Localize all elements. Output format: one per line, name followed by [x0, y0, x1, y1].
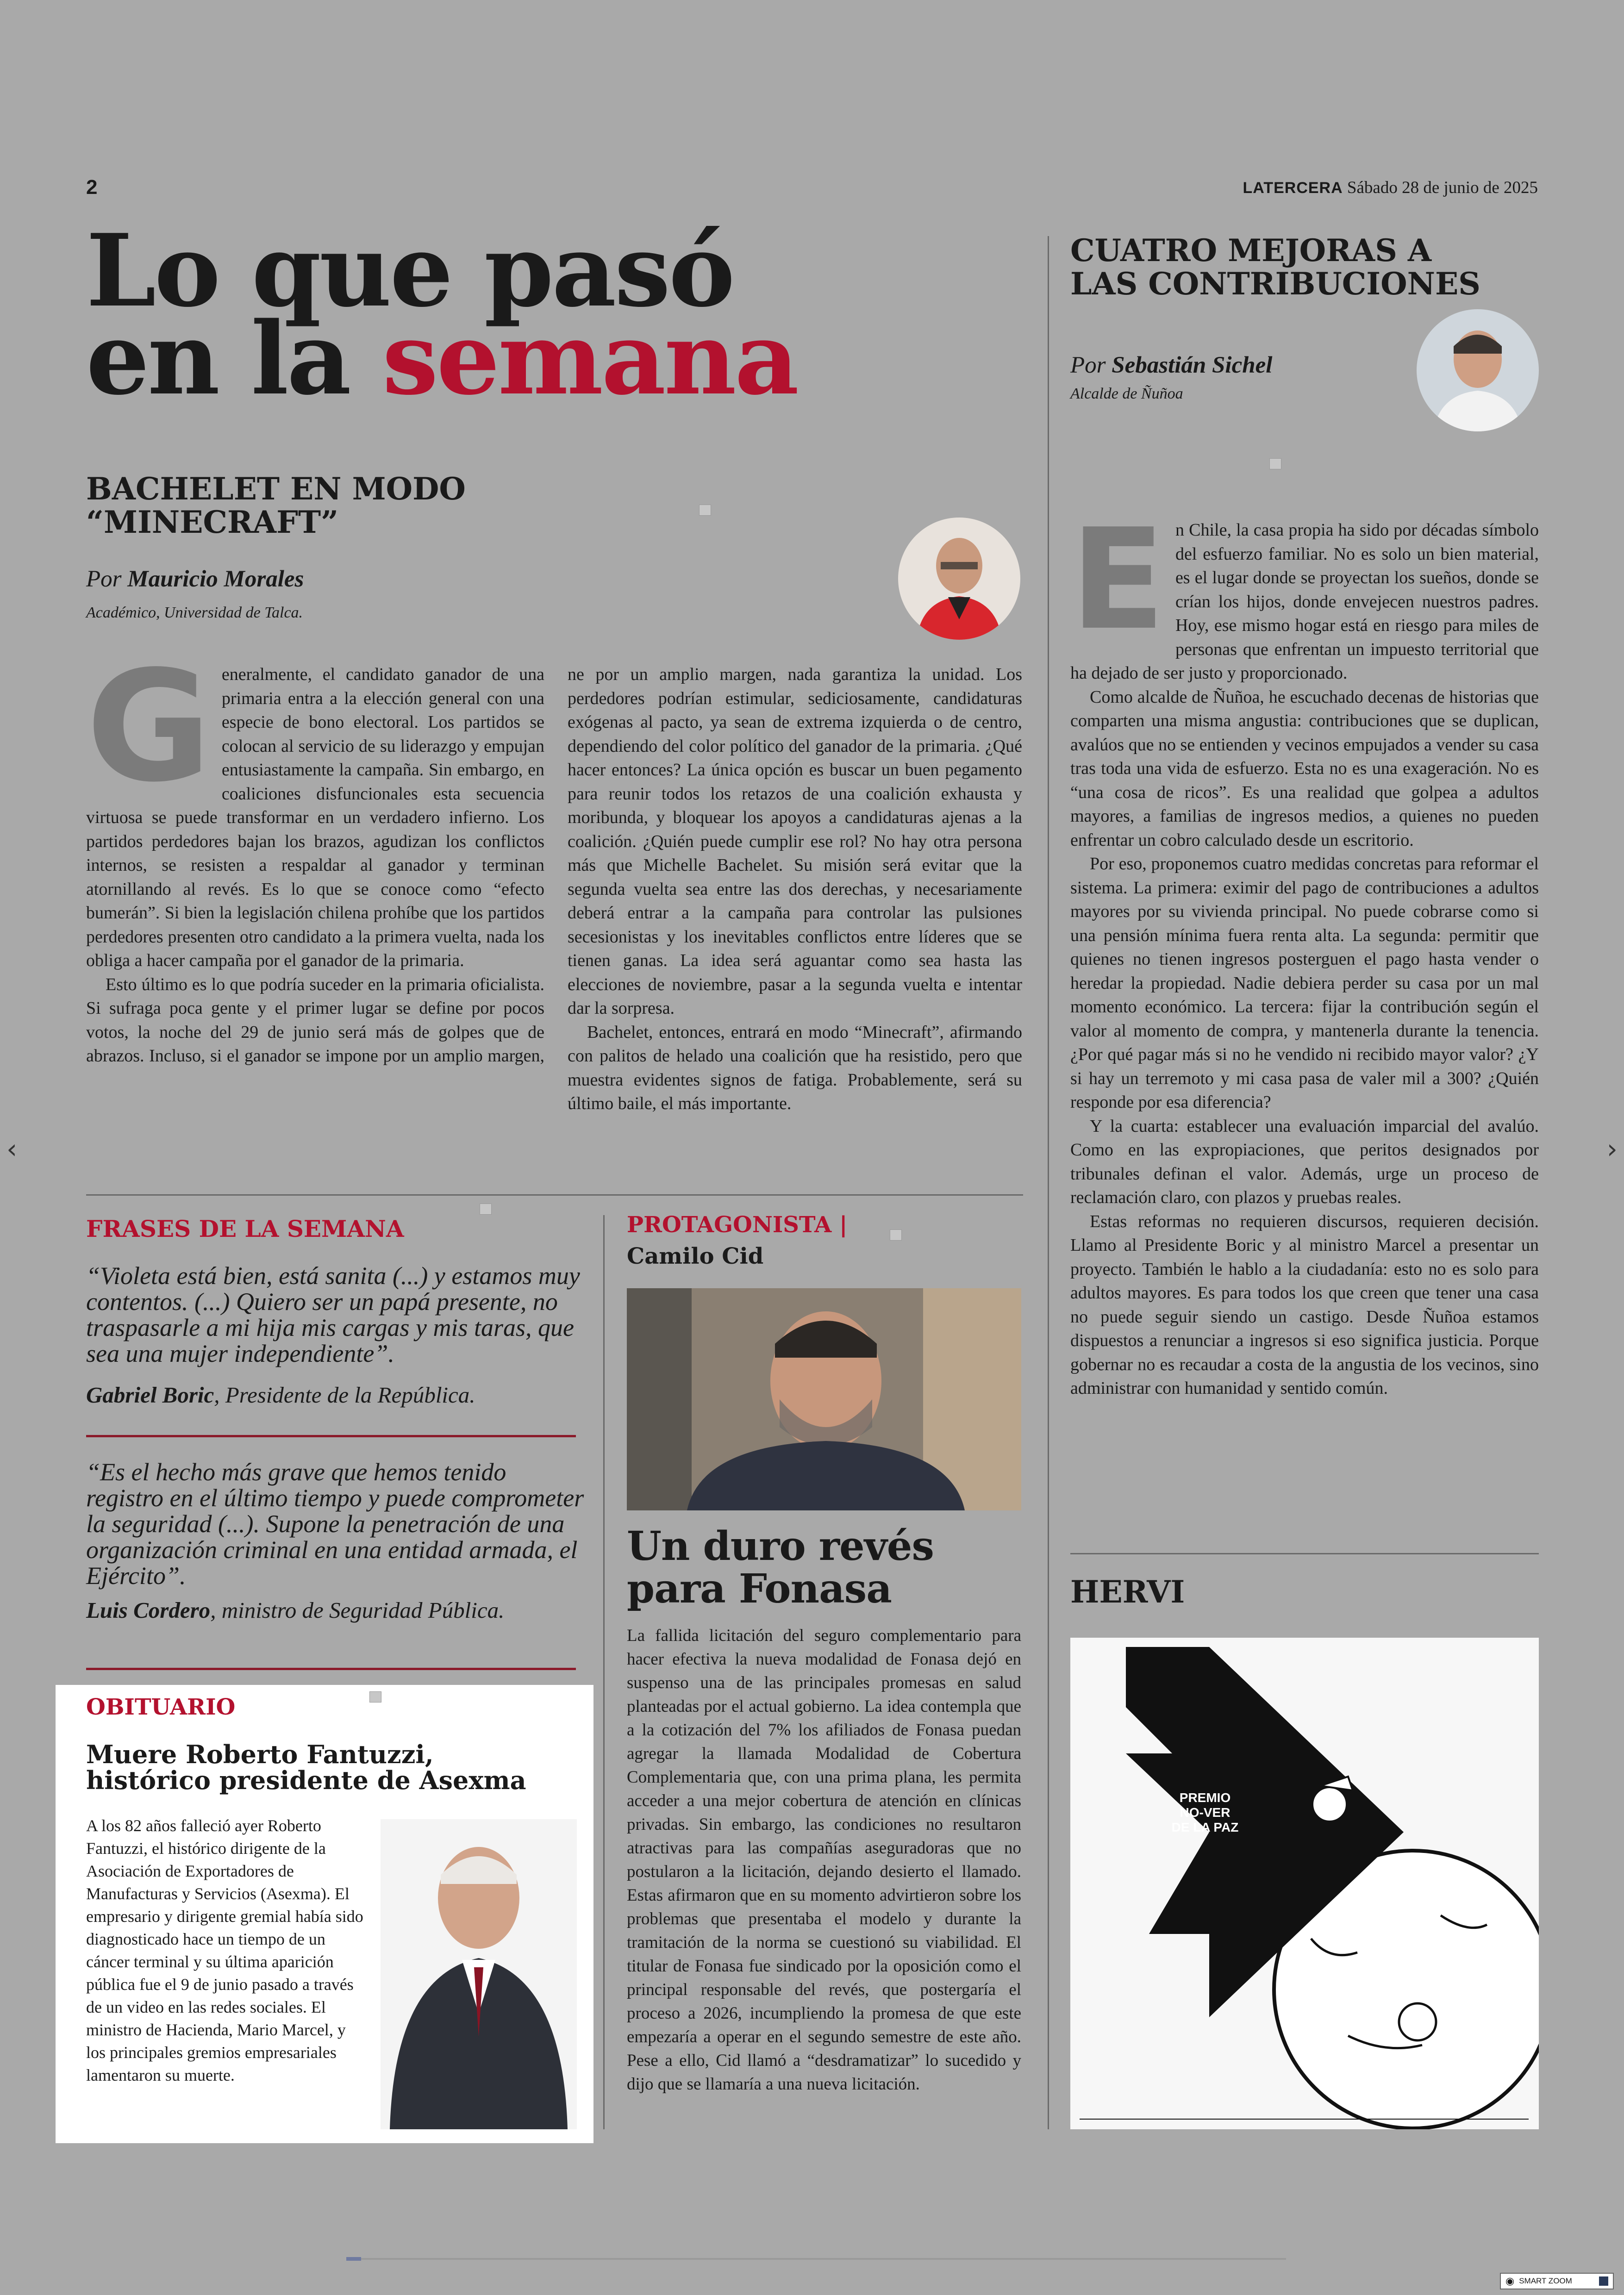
sichel-title: CUATRO MEJORAS A LAS CONTRIBUCIONES — [1070, 232, 1480, 302]
section-divider — [86, 1194, 1023, 1196]
obituary-label: OBITUARIO — [86, 1694, 236, 1720]
clip-icon[interactable] — [480, 1204, 492, 1215]
eye-icon: ◉ — [1505, 2275, 1515, 2287]
clip-icon[interactable] — [369, 1691, 381, 1703]
sichel-paragraph-2: Como alcalde de Ñuñoa, he escuchado decenas de historias que comparten una misma angustia: contribuciones que se duplican, avalúos que no se entienden y vecinos empujados a vender su casa tras toda una vida de esfuerzo. Esta no es una exageración. No es “una cosa de ricos”. Es una realidad que golpea a adultos mayores, a familias de ingresos medios, a quienes no pueden enfrentar un cobro calculado desde un escritorio. — [1070, 687, 1539, 850]
portrait-icon — [898, 518, 1020, 640]
obituary-text: A los 82 años falleció ayer Roberto Fantuzzi, el histórico dirigente de la Asociación de Exportadores de Manufacturas y Servicios (Asexma). El empresario y dirigente gremial había sido diagnosticado hace un tiempo de un cáncer terminal y su última aparición pública fue el 9 de junio pasado a través de un video en las redes sociales. El ministro de Hacienda, Mario Marcel, y los principales gremios empresariales lamentaron su muerte. — [86, 1816, 363, 2084]
cartoon-illustration-icon — [1070, 1638, 1539, 2129]
quote-divider — [86, 1435, 576, 1437]
sichel-byline-prefix: Por — [1070, 352, 1112, 378]
bachelet-byline-prefix: Por — [86, 566, 128, 592]
quote-divider — [86, 1668, 576, 1670]
bachelet-paragraph-1: eneralmente, el candidato ganador de una primaria entra a la elección general con una especie de bono electoral. Los partidos se colocan al servicio de su liderazgo y empujan entusiastamente la campaña. Sin embargo, en coaliciones disfuncionales esta secuencia virtuosa se puede transformar en un verdadero infierno. Los partidos perdedores bajan los brazos, agudizan los conflictos internos, se resisten a respaldar al ganador y terminan atornillando al revés. Es lo que se conoce como “efecto bumerán”. Si bien la legislación chilena prohíbe que los partidos perdedores presenten otro candidato a la primera vuelta, nada los obliga a hacer campaña por el ganador de la primaria. — [86, 665, 544, 970]
quote-2-role: , ministro de Seguridad Pública. — [210, 1597, 505, 1623]
page-scrollbar-thumb[interactable] — [346, 2257, 361, 2261]
obituary-box — [56, 1685, 593, 2143]
sichel-body — [1070, 499, 1539, 1401]
protagonista-photo — [627, 1288, 1021, 1510]
protagonista-body — [627, 1624, 1021, 2096]
bachelet-paragraph-2-cont: ne por un amplio margen, nada garantiza la unidad. Los perdedores podrían estimular, sediciosamente, candidaturas exógenas al pacto, ya sean de extrema izquierda o de centro, dependiendo del color político del ganador de la primaria. ¿Qué hacer entonces? La única opción es buscar un buen pegamento para reunir todos los retazos de una coalición exhausta y moribunda, y bloquear los apoyos a candidaturas ajenas a la coalición. ¿Quién puede cumplir ese rol? No hay otra persona más que Michelle Bachelet. Su misión será evitar que la segunda vuelta sea entre las dos derechas, y necesariamente deberá entrar a la campaña para controlar las pulsiones secesionistas y los inevitables conflictos entre líderes que se tienen ganas. La idea será aguantar como sea hasta las elecciones de noviembre, pasar a la segunda vuelta e intentar dar la sorpresa. — [568, 665, 1022, 1018]
sichel-paragraph-4: Y la cuarta: establecer una evaluación imparcial del avalúo. Como en las expropiaciones, que peritos designados por tribunales definan el valor. Además, urge un proceso de reclamación claro, con plazos y pruebas reales. — [1070, 1116, 1539, 1207]
zoom-badge-icon — [1599, 2276, 1608, 2286]
sichel-paragraph-3: Por eso, proponemos cuatro medidas concretas para reformar el sistema. La primera: eximir del pago de contribuciones a adultos mayores por su vivienda principal. No puede cobrarse como si una pensión mínima fuera renta alta. La segunda: permitir que quienes no tienen ingresos posterguen el pago hasta vender o heredar la propiedad. Nadie debiera perder su casa por un mal momento económico. La tercera: fijar la contribución según el valor al momento de compra, y mantenerla durante la tenencia. ¿Por qué pagar más si no he vendido ni recibido mayor valor? ¿Y si hay un terremoto y mi casa pasa de valer mil a 300? ¿Quién responde por esa diferencia? — [1070, 854, 1539, 1112]
sichel-affiliation: Alcalde de Ñuñoa — [1070, 385, 1183, 402]
portrait-icon — [381, 1819, 577, 2129]
clip-icon[interactable] — [890, 1229, 902, 1241]
frases-label: FRASES DE LA SEMANA — [86, 1215, 404, 1242]
author-photo-sebastian-sichel — [1417, 309, 1539, 431]
smart-zoom-label: SMART ZOOM — [1519, 2276, 1572, 2285]
page-title — [86, 212, 798, 417]
prev-page-button[interactable] — [6, 1133, 17, 1165]
bachelet-title: BACHELET EN MODO “MINECRAFT” — [86, 471, 466, 540]
sichel-paragraph-1: n Chile, la casa propia ha sido por décadas símbolo del esfuerzo familiar. No es solo un bien material, es el lugar donde se proyectan los sueños, donde se crían los hijos, donde envejecen nuestros padres. Hoy, ese mismo hogar está en riesgo para miles de personas que enfrentan un impuesto territorial que ha dejado de ser justo y proporcionado. — [1070, 520, 1539, 683]
obituary-headline: Muere Roberto Fantuzzi, histórico presidente de Asexma — [86, 1740, 526, 1795]
quote-1-author: Gabriel Boric — [86, 1382, 214, 1408]
cartoon-caption: PREMIO NO-VER DE LA PAZ — [1171, 1790, 1239, 1834]
page-scrollbar[interactable] — [346, 2258, 1286, 2260]
page-title-line2 — [86, 300, 798, 417]
quote-2-author: Luis Cordero — [86, 1597, 211, 1623]
page-number: 2 — [86, 176, 98, 199]
sichel-author: Sebastián Sichel — [1112, 352, 1273, 378]
bachelet-column-2 — [568, 663, 1022, 1116]
bachelet-affiliation: Académico, Universidad de Talca. — [86, 604, 303, 621]
obituary-photo — [381, 1819, 577, 2129]
sichel-byline — [1070, 352, 1272, 379]
sichel-paragraph-5: Estas reformas no requieren discursos, requieren decisión. Llamo al Presidente Boric y al ministro Marcel a presentar un proyecto. También le hablo a la ciudadanía: esto no es solo para adultos mayores. Es para todos los que creen que tener una casa no puede seguir siendo un castigo. Desde Ñuñoa estamos dispuestos a renunciar a ingresos si eso significa justicia. Porque gobernar no es recaudar a costa de la angustia de los vecinos, sino administrar con humanidad y sentido común. — [1070, 1211, 1539, 1398]
quote-2-attribution — [86, 1597, 504, 1623]
bachelet-paragraph-3: Bachelet, entonces, entrará en modo “Minecraft”, afirmando con palitos de helado una coalición que ha resistido, pero que muestra evidentes signos de fatiga. Probablemente, será su último baile, el más importante. — [568, 1022, 1022, 1113]
protagonista-headline: Un duro revés para Fonasa — [627, 1523, 934, 1612]
quote-1-attribution — [86, 1382, 475, 1408]
protagonista-name: Camilo Cid — [627, 1243, 764, 1269]
smart-zoom-button[interactable] — [1500, 2273, 1614, 2289]
sichel-dropcap: E — [1070, 499, 1165, 661]
bachelet-author: Mauricio Morales — [127, 566, 304, 592]
page-title-highlight: semana — [382, 300, 798, 417]
obituary-body — [86, 1815, 364, 2087]
hervi-divider — [1070, 1553, 1539, 1554]
portrait-icon — [627, 1288, 1021, 1510]
bachelet-byline — [86, 566, 304, 592]
bachelet-paragraph-2: Esto último es lo que podría suceder en la primaria oficialista. Si sufraga poca gente y el primer lugar se define por pocos votos, la noche del 29 de junio será más de golpes que de abrazos. Incluso, si el ganador se impone por un amplio margen, — [86, 974, 544, 1066]
protagonista-text: La fallida licitación del seguro complementario para hacer efectiva la nueva modalidad de Fonasa dejó en suspenso una de las principales promesas en salud planteadas por el actual gobierno. La idea contempla que a la cotización del 7% los afiliados de Fonasa puedan agregar la llamada Modalidad de Cobertura Complementaria que, con una prima plana, les permita acceder a una mejor cobertura de atención en clínicas privadas. Sin embargo, las condiciones no resultaron atractivas para las compañías aseguradoras que no postularon a la licitación, dejando desierto el llamado. Estas afirmaron que en su momento advirtieron sobre los problemas que presentaba el modelo y durante la tramitación de la norma se cuestionó su viabilidad. El titular de Fonasa fue sindicado por la oposición como el principal responsable del revés, que postergaría el proceso a 2026, incumpliendo la promesa de que este empezaría a operar en el segundo semestre de este año. Pese a ello, Cid llamó a “desdramatizar” lo sucedido y dijo que se llamaría a una nueva licitación. — [627, 1626, 1021, 2094]
column-divider-lower — [603, 1215, 605, 2129]
hervi-label: HERVI — [1070, 1574, 1185, 1610]
clip-icon[interactable] — [1269, 458, 1281, 469]
quote-1: “Violeta está bien, está sanita (...) y estamos muy contentos. (...) Quiero ser un papá presente, no traspasarle a mi hija mis cargas y mis taras, que sea una mujer independiente”. — [86, 1262, 580, 1367]
quote-2: “Es el hecho más grave que hemos tenido registro en el último tiempo y puede comprometer la seguridad (...). Supone la penetración de una organización criminal en una entidad armada, el Ejército”. — [86, 1458, 584, 1590]
author-photo-mauricio-morales — [898, 518, 1020, 640]
hervi-cartoon — [1070, 1638, 1539, 2129]
page-title-prefix: en la — [86, 300, 382, 417]
brand-name: LATERCERA — [1243, 179, 1343, 197]
bachelet-dropcap: G — [86, 638, 212, 816]
clip-icon[interactable] — [699, 505, 711, 516]
chevron-left-icon: ‹ — [6, 1133, 18, 1165]
quote-1-role: , Presidente de la República. — [214, 1382, 475, 1408]
column-divider — [1048, 236, 1049, 2129]
page-title-line1: Lo que pasó — [86, 212, 733, 329]
portrait-icon — [1417, 309, 1539, 431]
next-page-button[interactable] — [1607, 1133, 1618, 1165]
protagonista-label: PROTAGONISTA | — [627, 1212, 848, 1238]
masthead — [1243, 178, 1538, 198]
bachelet-column-1 — [86, 638, 544, 1068]
issue-date: Sábado 28 de junio de 2025 — [1347, 178, 1538, 197]
chevron-right-icon: › — [1606, 1133, 1618, 1165]
